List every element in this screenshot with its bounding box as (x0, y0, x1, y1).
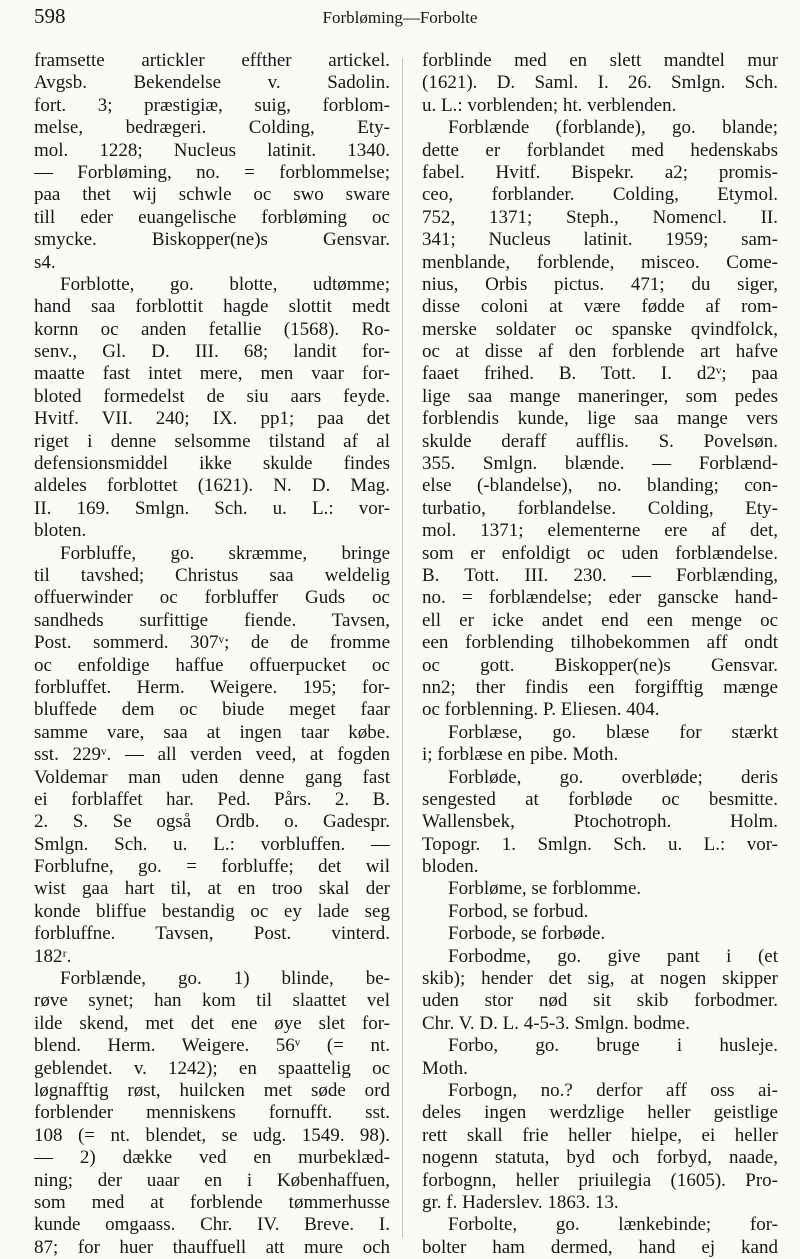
text-line: forblender menniskens fornufft. sst. (34, 1102, 390, 1124)
text-line: Moth. (422, 1057, 468, 1079)
text-line: oc gott. Biskopper(ne)s Gensvar. (422, 654, 778, 676)
text-line: II. 169. Smlgn. Sch. u. L.: vor- (34, 497, 390, 519)
text-line: forbluffne. Tavsen, Post. vinterd. (34, 923, 390, 945)
text-line: offuerwinder oc forbluffer Guds oc (34, 587, 390, 609)
text-line: som med at forblende tømmerhusse (34, 1191, 390, 1213)
text-line: faaet frihed. B. Tott. I. d2ᵛ; paa (422, 363, 778, 385)
text-line: ilde skend, met det ene øye slet for- (34, 1012, 390, 1034)
text-line: nius, Orbis pictus. 471; du siger, (422, 273, 778, 295)
text-line: Topogr. 1. Smlgn. Sch. u. L.: vor- (422, 833, 778, 855)
text-line: geblendet. v. 1242); en spaattelig oc (34, 1057, 390, 1079)
text-line: ceo, forblander. Colding, Etymol. (422, 184, 778, 206)
text-line: blend. Herm. Weigere. 56ᵛ (= nt. (34, 1035, 390, 1057)
text-line: Forbløme, se forblomme. (448, 878, 642, 900)
text-line: een forblending tilhobekommen aff ondt (422, 632, 778, 654)
text-line: (1621). D. Saml. I. 26. Smlgn. Sch. (422, 72, 778, 94)
text-line: u. L.: vorblenden; ht. verblenden. (422, 94, 677, 116)
text-line: ei forblaffet har. Ped. Pårs. 2. B. (34, 788, 390, 810)
text-line: sengested at forbløde oc besmitte. (422, 788, 778, 810)
text-line: røve synet; han kom til slaattet vel (34, 990, 390, 1012)
text-line: Forbolte, go. lænkebinde; for- (448, 1214, 778, 1236)
text-line: ell er icke andet end een menge oc (422, 609, 778, 631)
text-line: nn2; ther findis een forgifftig mænge (422, 676, 778, 698)
right-column (422, 50, 778, 1259)
text-line: til tavshed; Christus saa weldelig (34, 564, 390, 586)
text-line: — 2) dække ved en murbeklæd- (34, 1147, 390, 1169)
text-line: — Forbløming, no. = forblommelse; (34, 161, 390, 183)
text-line: forblinde med en slett mandtel mur (422, 50, 778, 71)
text-line: s4. (34, 251, 56, 273)
text-line: ning; der uaar en i Københaffuen, (34, 1169, 390, 1191)
text-line: gr. f. Haderslev. 1863. 13. (422, 1191, 619, 1213)
text-line: framsette artickler effther artickel. (34, 50, 390, 71)
text-line: maatte fast intet mere, men vaar for- (34, 363, 390, 385)
text-line: skib); hender det sig, at nogen skipper (422, 968, 778, 990)
text-line: hand saa forblottit hagde slottit medt (34, 296, 390, 318)
text-line: Forbodme, go. give pant i (et (448, 945, 778, 967)
column-divider (402, 58, 403, 1238)
text-line: turbatio, forblandelse. Colding, Ety- (422, 497, 778, 519)
text-line: 87; for huer thauffuell att mure och (34, 1236, 390, 1258)
text-line: konde bliffue bestandig oc ey lade seg (34, 900, 390, 922)
text-line: Forbo, go. bruge i husleje. (448, 1035, 778, 1057)
text-line: 2. S. Se også Ordb. o. Gadespr. (34, 811, 390, 833)
text-line: Forblufne, go. = forbluffe; det wil (34, 856, 390, 878)
text-line: som er enfoldigt oc uden forblændelse. (422, 542, 778, 564)
text-line: Forblænde, go. 1) blinde, be- (60, 968, 390, 990)
text-line: aldeles forblottet (1621). N. D. Mag. (34, 475, 390, 497)
text-line: mol. 1228; Nucleus latinit. 1340. (34, 139, 390, 161)
text-line: sandheds surfittige fiende. Tavsen, (34, 609, 390, 631)
text-line: Wallensbek, Ptochotroph. Holm. (422, 811, 778, 833)
text-line: oc at disse af den forblende art hafve (422, 341, 778, 363)
text-line: Chr. V. D. L. 4-5-3. Smlgn. bodme. (422, 1012, 690, 1034)
text-line: oc enfoldige haffue offuerpucket oc (34, 654, 390, 676)
text-line: løgnafftig røst, huilcken met søde ord (34, 1079, 390, 1101)
text-line: kunde omgaass. Chr. IV. Breve. I. (34, 1214, 390, 1236)
text-line: wist gaa hart til, at en troo skal der (34, 878, 390, 900)
text-line: mol. 1371; elementerne ere af det, (422, 520, 778, 542)
text-line: Hvitf. VII. 240; IX. pp1; paa det (34, 408, 390, 430)
text-line: samme vare, saa at ingen taar købe. (34, 721, 390, 743)
text-line: kornn oc anden fetallie (1568). Ro- (34, 318, 390, 340)
text-line: Forbode, se forbøde. (448, 923, 606, 945)
text-line: Post. sommerd. 307ᵛ; de de fromme (34, 632, 390, 654)
text-line: bluffede dem oc biude meget faar (34, 699, 390, 721)
text-line: smycke. Biskopper(ne)s Gensvar. (34, 229, 390, 251)
text-line: bloden. (422, 856, 479, 878)
text-line: no. = forblændelse; eder ganscke hand- (422, 587, 778, 609)
text-line: menblande, forblende, misceo. Come- (422, 251, 778, 273)
text-line: rett skall frie heller hielpe, ei heller (422, 1124, 778, 1146)
text-line: melse, bedrægeri. Colding, Ety- (34, 117, 390, 139)
text-line: 355. Smlgn. blænde. — Forblænd- (422, 453, 778, 475)
text-line: Forblotte, go. blotte, udtømme; (60, 273, 390, 295)
text-line: fort. 3; præstigiæ, suig, forblom- (34, 94, 390, 116)
text-line: forblendis kunde, lige saa mange vers (422, 408, 778, 430)
text-line: nogenn statuta, byd och forbyd, naade, (422, 1147, 778, 1169)
text-line: bolter ham dermed, hand ej kand (422, 1236, 778, 1258)
text-line: forbluffet. Herm. Weigere. 195; for- (34, 676, 390, 698)
text-line: 108 (= nt. blendet, se udg. 1549. 98). (34, 1124, 390, 1146)
text-line: bloted formedelst de siu aars feyde. (34, 385, 390, 407)
text-line: B. Tott. III. 230. — Forblænding, (422, 564, 778, 586)
text-line: Forbogn, no.? derfor aff oss ai- (448, 1079, 778, 1101)
text-line: Forblæse, go. blæse for stærkt (448, 721, 778, 743)
text-line: skulde deraff aufflis. S. Povelsøn. (422, 430, 778, 452)
page-number: 598 (34, 4, 66, 28)
text-line: sst. 229ᵛ. — all verden veed, at fogden (34, 744, 390, 766)
text-line: deles ingen werdzlige heller geistlige (422, 1102, 778, 1124)
text-line: Avgsb. Bekendelse v. Sadolin. (34, 72, 390, 94)
text-line: Smlgn. Sch. u. L.: vorbluffen. — (34, 833, 390, 855)
text-line: forbognn, heller priuilegia (1605). Pro- (422, 1169, 778, 1191)
text-line: Voldemar man uden denne gang fast (34, 766, 390, 788)
text-line: Forbluffe, go. skræmme, bringe (60, 542, 390, 564)
text-line: uden stor nød sit skib forbodmer. (422, 990, 778, 1012)
text-line: 182ʳ. (34, 945, 72, 967)
text-line: 752, 1371; Steph., Nomencl. II. (422, 206, 778, 228)
text-line: disse coloni at være fødde af rom- (422, 296, 778, 318)
page-header (0, 0, 800, 40)
text-line: i; forblæse en pibe. Moth. (422, 744, 619, 766)
text-line: else (-blandelse), no. blanding; con- (422, 475, 778, 497)
text-line: Forbløde, go. overbløde; deris (448, 766, 778, 788)
text-line: Forblænde (forblande), go. blande; (448, 117, 778, 139)
text-line: oc forblenning. P. Eliesen. 404. (422, 699, 660, 721)
text-line: defensionsmiddel ikke skulde findes (34, 453, 390, 475)
text-line: bloten. (34, 520, 87, 542)
text-line: 341; Nucleus latinit. 1959; sam- (422, 229, 778, 251)
text-line: till eder euangelische forbløming oc (34, 206, 390, 228)
text-line: lige saa mange maneringer, som pedes (422, 385, 778, 407)
left-column (34, 50, 390, 1259)
text-line: senv., Gl. D. III. 68; landit for- (34, 341, 390, 363)
text-line: merske soldater oc spanske qvindfolck, (422, 318, 778, 340)
text-line: riget i denne selsomme tilstand af al (34, 430, 390, 452)
text-line: paa thet wij schwle oc swo sware (34, 184, 390, 206)
text-line: dette er forblandet med hedenskabs (422, 139, 778, 161)
text-line: Forbod, se forbud. (448, 900, 589, 922)
text-line: fabel. Hvitf. Bispekr. a2; promis- (422, 161, 778, 183)
running-title: Forbløming—Forbolte (322, 8, 478, 27)
